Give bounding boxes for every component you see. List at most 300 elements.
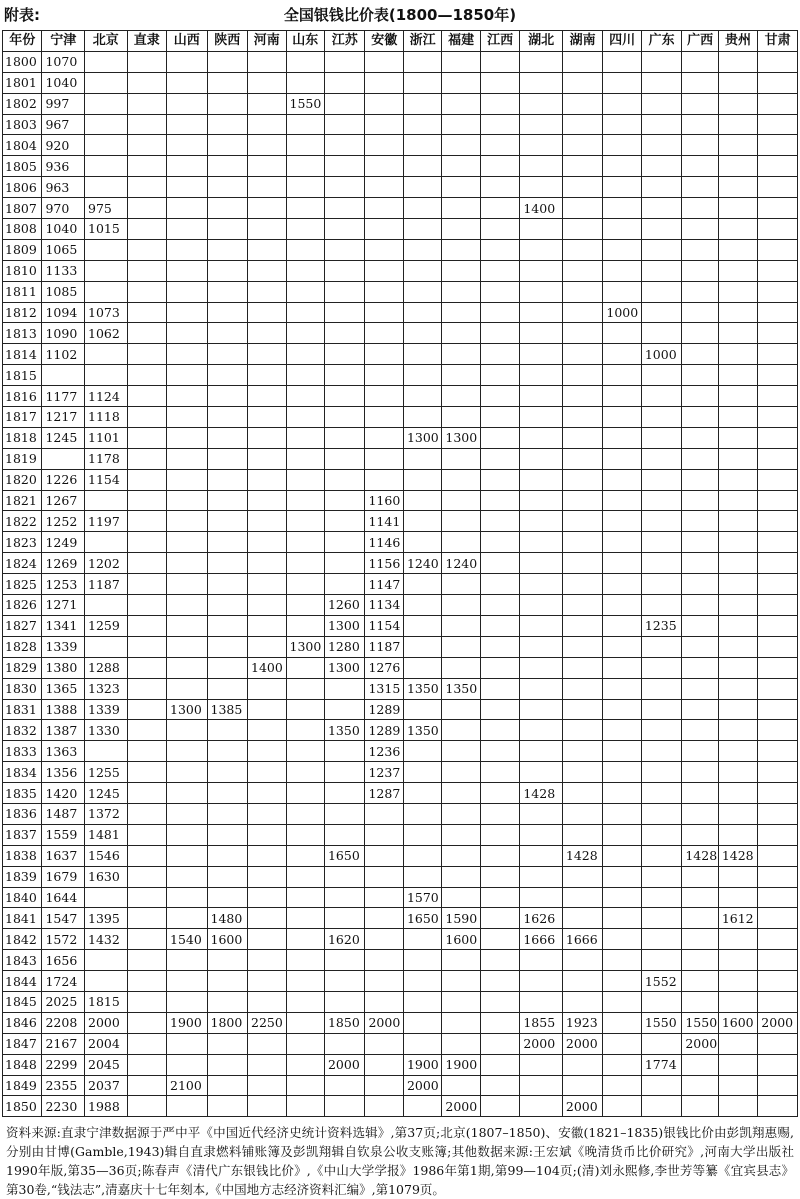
table-header-row xyxy=(3,31,798,52)
rate-cell xyxy=(365,845,403,866)
rate-cell xyxy=(127,950,166,971)
rate-cell xyxy=(286,950,324,971)
rate-cell: 2000 xyxy=(682,1033,718,1054)
rate-cell: 1395 xyxy=(85,908,128,929)
rate-cell xyxy=(480,407,519,428)
table-row xyxy=(3,72,798,93)
rate-cell: 1350 xyxy=(442,678,480,699)
rate-cell xyxy=(127,824,166,845)
rate-cell xyxy=(248,929,286,950)
rate-cell xyxy=(85,177,128,198)
rate-cell xyxy=(403,532,441,553)
rate-cell xyxy=(480,908,519,929)
rate-cell xyxy=(324,574,365,595)
rate-cell: 1644 xyxy=(42,887,85,908)
rate-cell: 1428 xyxy=(718,845,757,866)
rate-cell xyxy=(127,448,166,469)
rate-cell xyxy=(480,427,519,448)
rate-cell: 1550 xyxy=(641,1012,682,1033)
year-cell: 1828 xyxy=(3,636,42,657)
table-row xyxy=(3,469,798,490)
rate-cell xyxy=(403,448,441,469)
rate-cell: 1363 xyxy=(42,741,85,762)
year-cell: 1810 xyxy=(3,260,42,281)
rate-cell xyxy=(207,950,248,971)
rate-cell xyxy=(641,720,682,741)
rate-cell xyxy=(127,407,166,428)
rate-cell xyxy=(403,135,441,156)
year-cell: 1844 xyxy=(3,971,42,992)
rate-cell xyxy=(682,135,718,156)
rate-cell xyxy=(207,344,248,365)
rate-cell xyxy=(520,72,563,93)
rate-cell xyxy=(718,407,757,428)
year-cell: 1829 xyxy=(3,657,42,678)
rate-cell xyxy=(682,511,718,532)
rate-cell xyxy=(718,302,757,323)
rate-cell xyxy=(286,135,324,156)
rate-cell xyxy=(562,177,603,198)
rate-cell xyxy=(127,699,166,720)
rate-cell xyxy=(403,156,441,177)
rate-cell xyxy=(324,407,365,428)
rate-cell xyxy=(403,490,441,511)
rate-cell: 1550 xyxy=(286,93,324,114)
rate-cell xyxy=(562,219,603,240)
rate-cell: 1289 xyxy=(365,720,403,741)
rate-cell xyxy=(603,365,641,386)
rate-cell xyxy=(562,365,603,386)
rate-cell xyxy=(403,51,441,72)
rate-cell xyxy=(480,929,519,950)
rate-cell: 1101 xyxy=(85,427,128,448)
rate-cell xyxy=(85,741,128,762)
rate-cell xyxy=(480,553,519,574)
rate-cell xyxy=(403,636,441,657)
rate-cell xyxy=(603,991,641,1012)
rate-cell xyxy=(442,302,480,323)
rate-cell xyxy=(520,657,563,678)
rate-cell: 1350 xyxy=(403,678,441,699)
year-cell: 1818 xyxy=(3,427,42,448)
rate-cell xyxy=(758,699,798,720)
rate-cell xyxy=(520,1075,563,1096)
rate-cell: 1062 xyxy=(85,323,128,344)
rate-cell xyxy=(562,678,603,699)
rate-cell xyxy=(603,1096,641,1117)
rate-cell xyxy=(365,1033,403,1054)
column-header: 安徽 xyxy=(365,31,403,52)
rate-cell xyxy=(682,1096,718,1117)
rate-cell xyxy=(286,1012,324,1033)
rate-cell xyxy=(603,532,641,553)
rate-cell xyxy=(248,908,286,929)
rate-cell xyxy=(442,448,480,469)
rate-cell xyxy=(480,386,519,407)
rate-cell xyxy=(248,302,286,323)
year-cell: 1848 xyxy=(3,1054,42,1075)
rate-cell xyxy=(603,177,641,198)
rate-cell xyxy=(324,93,365,114)
rate-cell xyxy=(324,511,365,532)
rate-cell xyxy=(207,156,248,177)
rate-cell xyxy=(520,344,563,365)
rate-cell xyxy=(167,93,208,114)
rate-cell: 1240 xyxy=(442,553,480,574)
rate-cell xyxy=(403,741,441,762)
table-row xyxy=(3,553,798,574)
rate-cell xyxy=(207,595,248,616)
rate-cell xyxy=(480,51,519,72)
rate-cell xyxy=(248,72,286,93)
rate-cell xyxy=(403,239,441,260)
rate-cell xyxy=(248,156,286,177)
rate-cell xyxy=(603,783,641,804)
rate-cell xyxy=(758,678,798,699)
rate-cell xyxy=(758,156,798,177)
rate-cell xyxy=(520,135,563,156)
rate-cell: 2000 xyxy=(85,1012,128,1033)
rate-cell xyxy=(442,511,480,532)
rate-cell xyxy=(562,386,603,407)
rate-cell xyxy=(286,699,324,720)
rate-cell: 963 xyxy=(42,177,85,198)
rate-cell xyxy=(603,1012,641,1033)
rate-cell xyxy=(403,762,441,783)
rate-cell: 1315 xyxy=(365,678,403,699)
rate-cell xyxy=(403,198,441,219)
rate-cell: 936 xyxy=(42,156,85,177)
rate-cell: 1428 xyxy=(682,845,718,866)
rate-cell xyxy=(85,344,128,365)
rate-cell xyxy=(127,762,166,783)
table-row xyxy=(3,51,798,72)
rate-cell xyxy=(286,51,324,72)
rate-cell xyxy=(127,678,166,699)
rate-cell: 1572 xyxy=(42,929,85,950)
rate-cell xyxy=(480,971,519,992)
rate-cell xyxy=(207,1096,248,1117)
rate-cell xyxy=(442,239,480,260)
rate-cell xyxy=(324,971,365,992)
rate-cell xyxy=(365,908,403,929)
rate-cell xyxy=(520,824,563,845)
rate-cell xyxy=(127,386,166,407)
rate-cell xyxy=(127,135,166,156)
rate-cell xyxy=(718,657,757,678)
rate-cell: 1177 xyxy=(42,386,85,407)
rate-cell: 1666 xyxy=(562,929,603,950)
rate-cell xyxy=(248,281,286,302)
rate-cell xyxy=(562,51,603,72)
rate-cell xyxy=(758,407,798,428)
rate-cell xyxy=(641,93,682,114)
rate-cell xyxy=(248,239,286,260)
rate-cell xyxy=(167,260,208,281)
rate-cell xyxy=(85,239,128,260)
year-cell: 1820 xyxy=(3,469,42,490)
rate-cell xyxy=(718,1096,757,1117)
year-cell: 1802 xyxy=(3,93,42,114)
rate-cell xyxy=(562,762,603,783)
rate-cell xyxy=(562,866,603,887)
year-cell: 1838 xyxy=(3,845,42,866)
rate-cell xyxy=(286,887,324,908)
rate-cell xyxy=(758,741,798,762)
rate-cell xyxy=(758,511,798,532)
rate-cell xyxy=(682,929,718,950)
year-cell: 1836 xyxy=(3,803,42,824)
rate-cell xyxy=(480,260,519,281)
rate-cell xyxy=(641,448,682,469)
rate-cell xyxy=(520,887,563,908)
rate-cell xyxy=(480,657,519,678)
rate-cell: 1590 xyxy=(442,908,480,929)
rate-cell xyxy=(127,595,166,616)
rate-cell: 1400 xyxy=(520,198,563,219)
column-header: 山西 xyxy=(167,31,208,52)
rate-cell xyxy=(603,657,641,678)
rate-cell xyxy=(520,574,563,595)
rate-cell xyxy=(324,114,365,135)
rate-cell: 1147 xyxy=(365,574,403,595)
table-body xyxy=(3,51,798,1116)
rate-cell xyxy=(324,448,365,469)
rate-cell xyxy=(365,1096,403,1117)
rate-cell xyxy=(286,156,324,177)
rate-cell xyxy=(167,386,208,407)
rate-cell xyxy=(603,803,641,824)
rate-cell xyxy=(167,991,208,1012)
column-header: 四川 xyxy=(603,31,641,52)
table-row xyxy=(3,741,798,762)
rate-cell xyxy=(480,93,519,114)
rate-cell xyxy=(324,532,365,553)
rate-cell xyxy=(324,219,365,240)
rate-cell xyxy=(127,803,166,824)
rate-cell xyxy=(480,219,519,240)
rate-cell xyxy=(718,448,757,469)
rate-cell xyxy=(324,177,365,198)
rate-cell xyxy=(758,636,798,657)
rate-cell xyxy=(365,302,403,323)
rate-cell xyxy=(207,532,248,553)
rate-cell xyxy=(248,615,286,636)
rate-cell xyxy=(562,887,603,908)
rate-cell xyxy=(248,824,286,845)
rate-cell xyxy=(641,386,682,407)
year-cell: 1850 xyxy=(3,1096,42,1117)
rate-cell xyxy=(718,219,757,240)
rate-cell xyxy=(718,929,757,950)
rate-cell xyxy=(442,72,480,93)
rate-cell xyxy=(758,260,798,281)
rate-cell: 1600 xyxy=(442,929,480,950)
rate-cell xyxy=(167,678,208,699)
rate-cell xyxy=(286,323,324,344)
rate-cell xyxy=(682,281,718,302)
rate-cell xyxy=(480,720,519,741)
rate-cell: 1276 xyxy=(365,657,403,678)
rate-cell xyxy=(127,1096,166,1117)
rate-cell xyxy=(562,1054,603,1075)
rate-cell xyxy=(248,991,286,1012)
rate-cell xyxy=(562,783,603,804)
rate-cell xyxy=(480,1033,519,1054)
year-cell: 1809 xyxy=(3,239,42,260)
rate-cell xyxy=(562,114,603,135)
rate-cell xyxy=(403,177,441,198)
rate-cell: 1134 xyxy=(365,595,403,616)
rate-cell xyxy=(85,114,128,135)
rate-cell xyxy=(167,866,208,887)
rate-cell: 2230 xyxy=(42,1096,85,1117)
rate-cell xyxy=(641,72,682,93)
rate-cell xyxy=(286,783,324,804)
column-header: 广西 xyxy=(682,31,718,52)
rate-cell xyxy=(480,678,519,699)
rate-cell xyxy=(167,302,208,323)
rate-cell xyxy=(603,72,641,93)
rate-cell xyxy=(562,741,603,762)
rate-cell xyxy=(365,407,403,428)
rate-cell xyxy=(682,866,718,887)
rate-cell xyxy=(480,135,519,156)
table-row xyxy=(3,1012,798,1033)
rate-cell: 1540 xyxy=(167,929,208,950)
table-row xyxy=(3,490,798,511)
rate-cell xyxy=(127,929,166,950)
rate-cell xyxy=(127,198,166,219)
rate-cell xyxy=(248,595,286,616)
rate-cell xyxy=(758,657,798,678)
rate-cell xyxy=(718,1075,757,1096)
rate-cell: 2000 xyxy=(562,1033,603,1054)
rate-cell: 2299 xyxy=(42,1054,85,1075)
rate-cell xyxy=(641,427,682,448)
rate-cell xyxy=(286,741,324,762)
rate-cell xyxy=(758,365,798,386)
rate-cell xyxy=(207,762,248,783)
rate-cell xyxy=(603,720,641,741)
rate-cell xyxy=(127,344,166,365)
rate-cell: 997 xyxy=(42,93,85,114)
rate-cell xyxy=(758,219,798,240)
rate-cell xyxy=(641,1096,682,1117)
rate-cell xyxy=(758,845,798,866)
column-header: 贵州 xyxy=(718,31,757,52)
rate-cell: 1000 xyxy=(641,344,682,365)
year-cell: 1822 xyxy=(3,511,42,532)
rate-cell xyxy=(207,260,248,281)
table-row xyxy=(3,803,798,824)
year-cell: 1801 xyxy=(3,72,42,93)
rate-cell xyxy=(603,741,641,762)
rate-cell xyxy=(442,866,480,887)
rate-cell: 1420 xyxy=(42,783,85,804)
rate-cell xyxy=(207,991,248,1012)
rate-cell xyxy=(603,114,641,135)
rate-cell xyxy=(324,469,365,490)
rate-cell xyxy=(207,824,248,845)
rate-cell xyxy=(324,72,365,93)
rate-cell xyxy=(641,574,682,595)
table-row xyxy=(3,386,798,407)
rate-cell xyxy=(248,93,286,114)
rate-cell xyxy=(603,135,641,156)
rate-cell xyxy=(442,365,480,386)
rate-cell xyxy=(562,615,603,636)
rate-cell: 1300 xyxy=(442,427,480,448)
rate-cell xyxy=(365,866,403,887)
rate-cell xyxy=(248,365,286,386)
rate-cell xyxy=(286,177,324,198)
rate-cell xyxy=(207,239,248,260)
year-cell: 1811 xyxy=(3,281,42,302)
rate-cell xyxy=(127,260,166,281)
rate-cell xyxy=(603,93,641,114)
rate-cell xyxy=(127,177,166,198)
rate-cell: 2045 xyxy=(85,1054,128,1075)
rate-cell xyxy=(520,803,563,824)
rate-cell: 1255 xyxy=(85,762,128,783)
rate-cell xyxy=(480,1012,519,1033)
rate-cell xyxy=(562,135,603,156)
table-row xyxy=(3,908,798,929)
table-row xyxy=(3,365,798,386)
rate-cell xyxy=(682,553,718,574)
rate-cell: 1085 xyxy=(42,281,85,302)
rate-cell xyxy=(641,866,682,887)
rate-cell xyxy=(718,323,757,344)
rate-cell: 2000 xyxy=(365,1012,403,1033)
rate-cell xyxy=(286,344,324,365)
rate-cell xyxy=(682,636,718,657)
rate-cell xyxy=(167,824,208,845)
rate-cell xyxy=(480,532,519,553)
rate-cell xyxy=(641,511,682,532)
rate-cell: 1253 xyxy=(42,574,85,595)
rate-cell xyxy=(641,532,682,553)
rate-cell xyxy=(286,427,324,448)
rate-cell xyxy=(641,678,682,699)
year-cell: 1833 xyxy=(3,741,42,762)
rate-cell xyxy=(286,1075,324,1096)
rate-cell xyxy=(167,135,208,156)
rate-cell xyxy=(442,198,480,219)
rate-cell xyxy=(520,281,563,302)
rate-cell xyxy=(286,657,324,678)
table-row xyxy=(3,511,798,532)
rate-cell xyxy=(403,344,441,365)
rate-cell: 1141 xyxy=(365,511,403,532)
rate-cell xyxy=(520,490,563,511)
rate-cell xyxy=(520,1054,563,1075)
rate-cell xyxy=(603,219,641,240)
rate-cell xyxy=(603,1054,641,1075)
rate-cell xyxy=(365,344,403,365)
rate-cell xyxy=(682,490,718,511)
rate-cell xyxy=(167,741,208,762)
rate-cell xyxy=(718,344,757,365)
rate-cell xyxy=(562,198,603,219)
rate-cell xyxy=(365,1075,403,1096)
rate-cell xyxy=(603,845,641,866)
rate-cell xyxy=(167,1033,208,1054)
rate-cell xyxy=(641,302,682,323)
rate-cell xyxy=(286,407,324,428)
rate-cell xyxy=(324,239,365,260)
